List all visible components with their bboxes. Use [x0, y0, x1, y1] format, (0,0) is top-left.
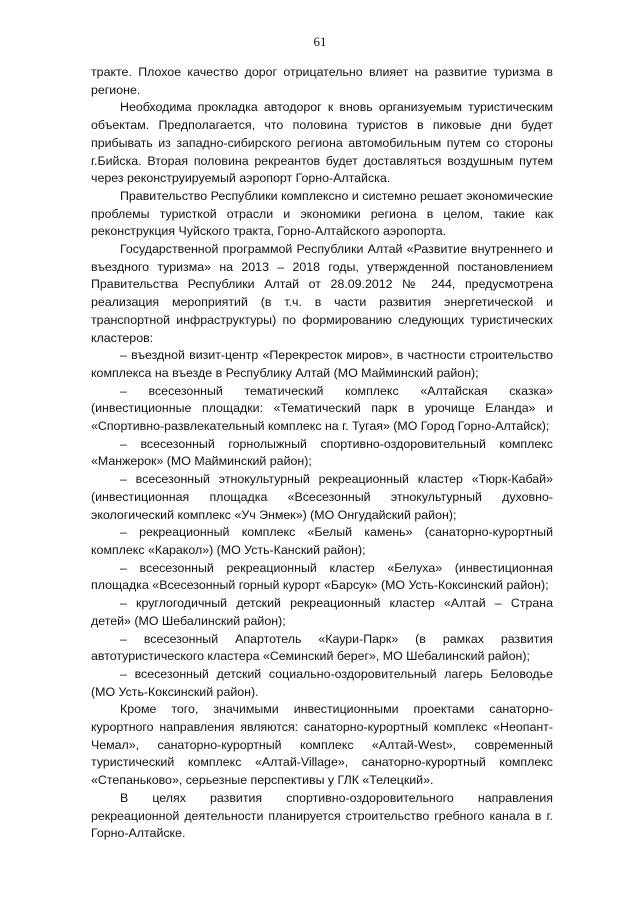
list-item-5: – рекреационный комплекс «Белый камень» (санаторно-курортный комплекс «Каракол») (МО Усть-Канский район); [91, 525, 553, 557]
list-item-1: – въездной визит-центр «Перекресток миров», в частности строительство комплекса на въезде в Республику Алтай (МО Майминский район); [91, 348, 553, 380]
list-item-4: – всесезонный этнокультурный рекреационный кластер «Тюрк-Кабай» (инвестиционная площадка «Всесезонный этнокультурный духовно-экологический комплекс «Уч Энмек») (МО Онгудайский район); [91, 472, 553, 522]
list-item-7: – круглогодичный детский рекреационный кластер «Алтай – Страна детей» (МО Шебалинский район); [91, 596, 553, 628]
document-body [91, 64, 553, 843]
paragraph-4: Государственной программой Республики Алтай «Развитие внутреннего и въездного туризма» на 2013 – 2018 годы, утвержденной постановлением Правительства Республики Алтай от 28.09.2012 № 244, предусмотрена реализация мероприятий (в т.ч. в части развития энергетической и транспортной инфраструктуры) по формированию следующих туристических кластеров: [91, 242, 553, 345]
list-item-9: – всесезонный детский социально-оздоровительный лагерь Беловодье (МО Усть-Коксинский район). [91, 666, 553, 699]
list-item-2: – всесезонный тематический комплекс «Алтайская сказка» (инвестиционные площадки: «Тематический парк в урочище Еланда» и «Спортивно-развлекательный комплекс на г. Тугая» (МО Город Горно-Алтайск); [91, 383, 553, 434]
paragraph-6: В целях развития спортивно-оздоровительного направления рекреационной деятельности планируется строительство гребного канала в г. Горно-Алтайске. [91, 790, 553, 841]
page-number: 61 [313, 34, 327, 49]
list-item-8: – всесезонный Апартотель «Каури-Парк» (в рамках развития автотуристического кластера «Семинский берег», МО Шебалинский район); [91, 631, 553, 664]
paragraph-1: тракте. Плохое качество дорог отрицательно влияет на развитие туризма в регионе. [91, 65, 553, 97]
paragraph-3: Правительство Республики комплексно и системно решает экономические проблемы туристкой отрасли и экономики региона в целом, такие как реконструкция Чуйского тракта, Горно-Алтайского аэропорта. [91, 188, 553, 239]
list-item-3: – всесезонный горнолыжный спортивно-оздоровительный комплекс «Манжерок» (МО Майминский район); [91, 436, 553, 469]
paragraph-2: Необходима прокладка автодорог к вновь организуемым туристическим объектам. Предполагается, что половина туристов в пиковые дни будет прибывать из западно-сибирского региона автомобильным путем со стороны г.Бийска. Вторая половина рекреантов будет доставляться воздушным путем через реконструируемый аэропорт Горно-Алтайска. [91, 100, 553, 186]
paragraph-5: Кроме того, значимыми инвестиционными проектами санаторно-курортного направления являются: санаторно-курортный комплекс «Неопант-Чемал», санаторно-курортный комплекс «Алтай-West», современный туристический комплекс «Алтай-Village», санаторно-курортный комплекс «Степаньково», серьезные перспективы у ГЛК «Телецкий». [91, 702, 553, 788]
list-item-6: – всесезонный рекреационный кластер «Белуха» (инвестиционная площадка «Всесезонный горный курорт «Барсук» (МО Усть-Коксинский район); [91, 560, 553, 593]
